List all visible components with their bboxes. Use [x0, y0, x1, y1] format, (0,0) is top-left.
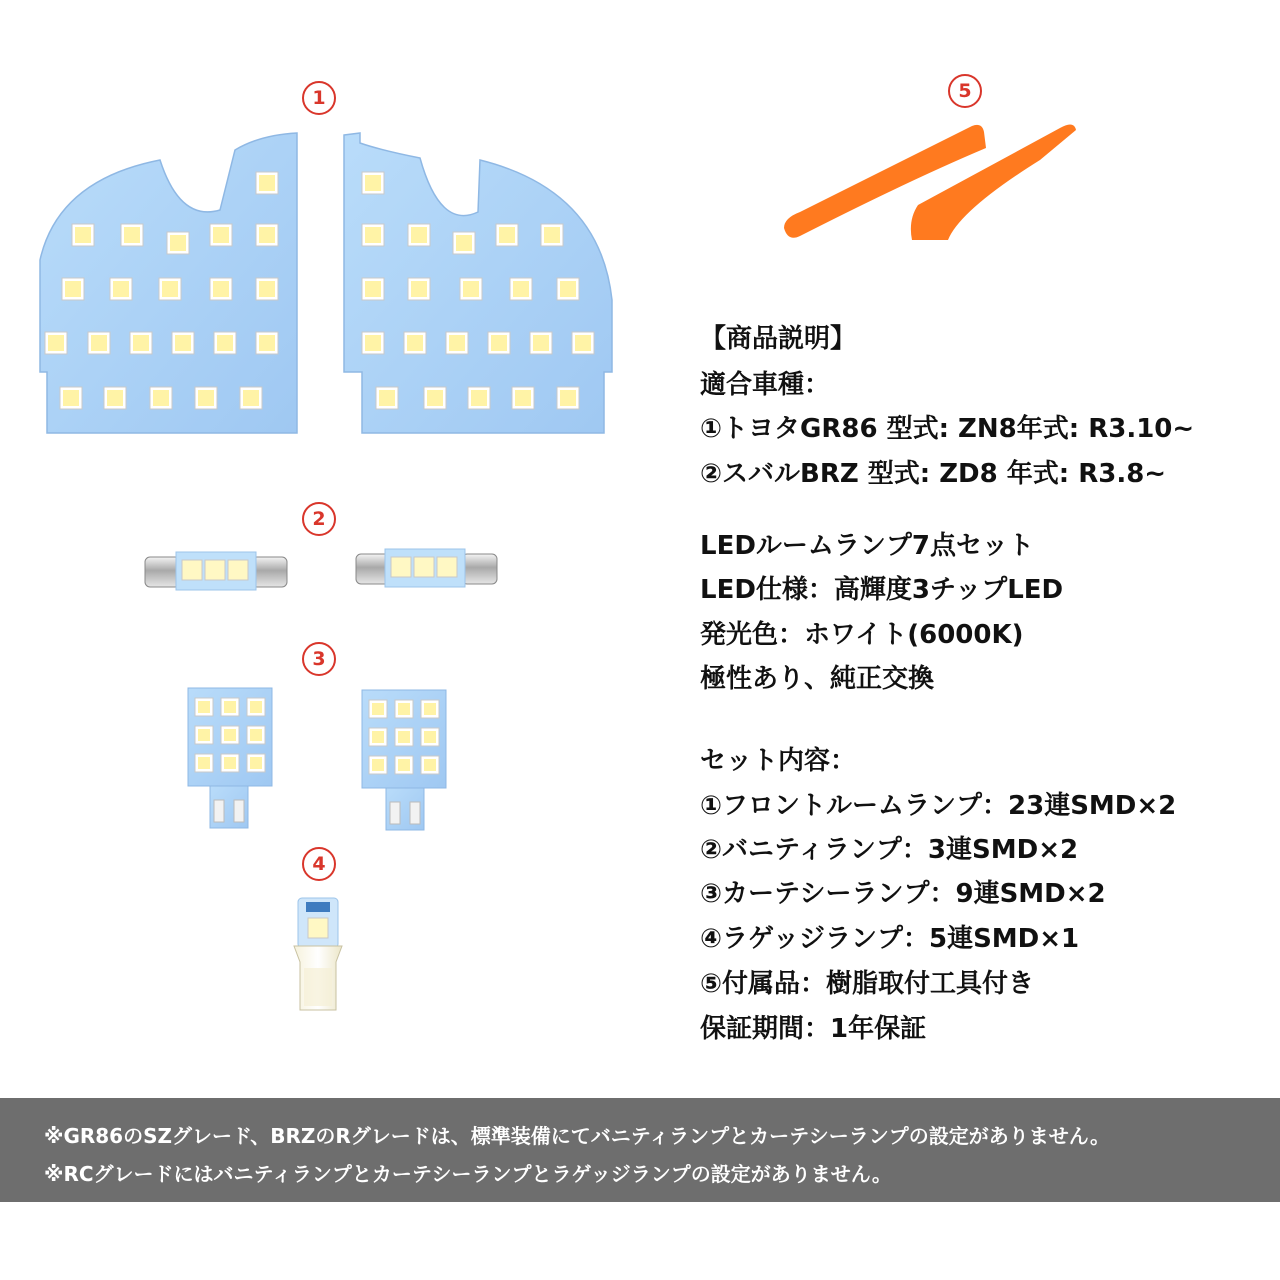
led-chip-glow — [91, 335, 107, 351]
desc-fit-1: ①トヨタGR86 型式: ZN8年式: R3.10~ — [700, 414, 1195, 444]
led-chip-glow — [365, 335, 381, 351]
led-chip-glow — [560, 281, 576, 297]
desc-spec: LED仕様：高輝度3チップLED — [700, 575, 1064, 605]
led-chip-glow — [259, 175, 275, 191]
desc-item-5: ⑤付属品：樹脂取付工具付き — [700, 969, 1035, 999]
led-chip-glow — [427, 390, 443, 406]
led-chip-glow — [198, 701, 210, 713]
led-chip-glow — [75, 227, 91, 243]
desc-contents-label: セット内容： — [700, 746, 857, 776]
led-chip-glow — [463, 281, 479, 297]
led-chip-glow — [372, 703, 384, 715]
led-chip-glow — [424, 703, 436, 715]
led-chip-glow — [250, 757, 262, 769]
led-chip-glow — [544, 227, 560, 243]
led-chip-glow — [499, 227, 515, 243]
led-chip-glow — [224, 757, 236, 769]
marker-5: 5 — [948, 74, 982, 108]
desc-color: 発光色：ホワイト(6000K) — [700, 620, 1024, 650]
led-chip-glow — [259, 281, 275, 297]
led-chip-glow — [491, 335, 507, 351]
marker-4: 4 — [302, 847, 336, 881]
marker-1: 1 — [302, 81, 336, 115]
led-chip-glow — [449, 335, 465, 351]
marker-2: 2 — [302, 502, 336, 536]
footer-note-2: ※RCグレードにはバニティランプとカーテシーランプとラゲッジランプの設定がありません。 — [44, 1162, 892, 1186]
led-chip-glow — [398, 703, 410, 715]
led-chip-glow — [456, 235, 472, 251]
led-chip-glow — [471, 390, 487, 406]
led-chip-glow — [398, 731, 410, 743]
desc-item-4: ④ラゲッジランプ：5連SMD×1 — [700, 924, 1080, 954]
led-chip-glow — [113, 281, 129, 297]
led-chip-glow — [170, 235, 186, 251]
led-chip-glow — [250, 729, 262, 741]
led-chip-glow — [515, 390, 531, 406]
vanity-lamp-left — [145, 552, 287, 590]
led-chip-glow — [175, 335, 191, 351]
desc-warranty: 保証期間：1年保証 — [700, 1014, 927, 1044]
led-chip-glow — [48, 335, 64, 351]
footer-notes-bar — [0, 1098, 1280, 1202]
desc-item-1: ①フロントルームランプ：23連SMD×2 — [700, 791, 1177, 821]
led-chip-glow — [411, 281, 427, 297]
desc-item-2: ②バニティランプ：3連SMD×2 — [700, 835, 1079, 865]
footer-note-1: ※GR86のSZグレード、BRZのRグレードは、標準装備にてバニティランプとカーテシーランプの設定がありません。 — [44, 1124, 1110, 1148]
led-chip-glow — [513, 281, 529, 297]
led-chip-glow — [213, 227, 229, 243]
vanity-lamp-right — [356, 549, 497, 587]
led-chip-glow — [365, 227, 381, 243]
led-chip-glow — [411, 227, 427, 243]
led-chip-glow — [224, 701, 236, 713]
led-chip-glow — [198, 390, 214, 406]
led-chip-glow — [259, 335, 275, 351]
desc-item-3: ③カーテシーランプ：9連SMD×2 — [700, 879, 1106, 909]
led-chip-glow — [250, 701, 262, 713]
luggage-lamp — [294, 898, 342, 1010]
led-chip-glow — [224, 729, 236, 741]
led-chip-glow — [533, 335, 549, 351]
courtesy-lamp-left — [188, 688, 272, 828]
desc-set-name: LEDルームランプ7点セット — [700, 531, 1035, 561]
desc-fit-label: 適合車種： — [700, 370, 831, 400]
led-chip-glow — [162, 281, 178, 297]
led-chip-glow — [65, 281, 81, 297]
led-chip-glow — [198, 729, 210, 741]
led-chip-glow — [372, 759, 384, 771]
led-chip-glow — [560, 390, 576, 406]
led-chip-glow — [217, 335, 233, 351]
led-chip-glow — [424, 759, 436, 771]
led-chip-glow — [124, 227, 140, 243]
led-chip-glow — [243, 390, 259, 406]
led-chip-glow — [407, 335, 423, 351]
led-chip-glow — [398, 759, 410, 771]
desc-heading: 【商品説明】 — [700, 324, 857, 354]
desc-polarity: 極性あり、純正交換 — [700, 664, 935, 694]
led-chip-glow — [365, 175, 381, 191]
led-chip-glow — [153, 390, 169, 406]
led-chip-glow — [213, 281, 229, 297]
led-chip-glow — [107, 390, 123, 406]
resin-tools — [784, 124, 1076, 240]
desc-fit-2: ②スバルBRZ 型式: ZD8 年式: R3.8~ — [700, 459, 1167, 489]
led-chip-glow — [133, 335, 149, 351]
led-chip-glow — [198, 757, 210, 769]
led-chip-glow — [365, 281, 381, 297]
led-chip-glow — [575, 335, 591, 351]
led-chip-glow — [372, 731, 384, 743]
led-chip-glow — [63, 390, 79, 406]
led-chip-glow — [424, 731, 436, 743]
marker-3: 3 — [302, 642, 336, 676]
courtesy-lamp-right — [362, 690, 446, 830]
led-chip-glow — [379, 390, 395, 406]
led-chip-glow — [259, 227, 275, 243]
